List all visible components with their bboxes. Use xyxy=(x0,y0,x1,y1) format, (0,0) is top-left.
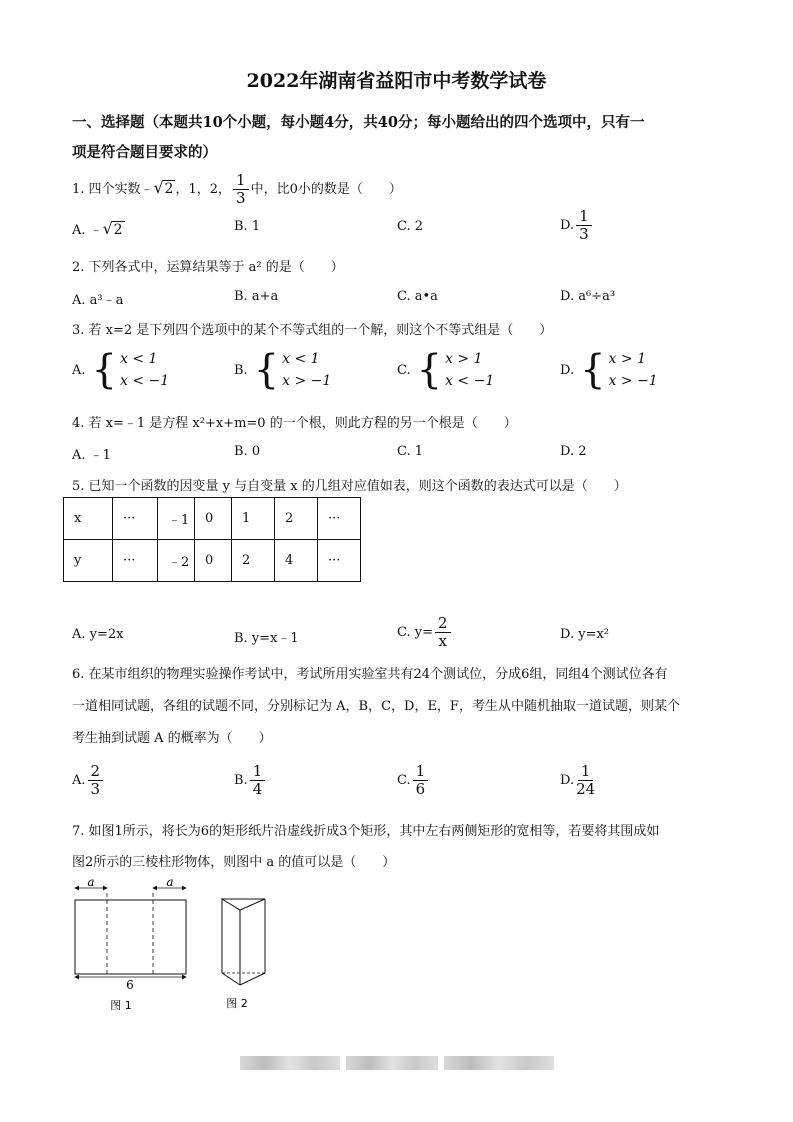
fig2-caption: 图 2 xyxy=(226,997,248,1010)
q2-option-b: B. a+a xyxy=(234,289,279,304)
q3-option-c: C. { x > 1 x < −1 xyxy=(397,347,495,393)
fig1-label-a-right: a xyxy=(166,876,174,889)
question-6-line2: 一道相同试题，各组的试题不同，分别标记为 A，B，C，D，E，F，考生从中随机抽取一道试题，则某个 xyxy=(72,699,680,714)
q4-option-c: C. 1 xyxy=(397,444,424,459)
q5-option-d: D. y=x² xyxy=(560,627,610,642)
sqrt-symbol: √ 2 xyxy=(153,178,174,197)
fig1-length-label: 6 xyxy=(126,978,134,992)
page-title: 2022年湖南省益阳市中考数学试卷 xyxy=(246,70,547,92)
question-4-stem: 4. 若 x=﹣1 是方程 x²+x+m=0 的一个根，则此方程的另一个根是（ ） xyxy=(72,416,517,431)
question-2-stem: 2. 下列各式中，运算结果等于 a² 的是（ ） xyxy=(72,260,344,275)
value-table xyxy=(63,497,361,582)
question-1-stem: 1. 四个实数﹣ √ 2 ，1，2， $\frac{1}{3}$ 中，比0小的数是（ ） xyxy=(72,171,402,207)
fig1-caption: 图 1 xyxy=(110,999,132,1012)
question-6-line3: 考生抽到试题 A 的概率为（ ） xyxy=(72,731,272,746)
q6-option-c: C. $\frac{1}{6}$ xyxy=(397,763,430,798)
table-row: y ··· ﹣2 0 2 4 ··· xyxy=(64,540,361,582)
q4-option-a: A. ﹣1 xyxy=(72,448,111,463)
figure-2-triangular-prism xyxy=(215,890,275,1021)
q4-option-d: D. 2 xyxy=(560,444,587,459)
q5-option-c: C. y= $\frac{2}{x}$ xyxy=(397,615,453,650)
q5-option-b: B. y=x﹣1 xyxy=(234,631,299,646)
table-row: x ··· ﹣1 0 1 2 ··· xyxy=(64,498,361,540)
q6-option-b: B. $\frac{1}{4}$ xyxy=(234,763,267,798)
q3-option-a: A. { x < 1 x < −1 xyxy=(72,347,170,393)
q2-option-a: A. a³﹣a xyxy=(72,293,124,308)
figure-1-folding-rectangle xyxy=(66,876,196,1021)
q1-option-a: A. ﹣ √ 2 xyxy=(72,219,123,238)
q2-option-c: C. a•a xyxy=(397,289,438,304)
q4-option-b: B. 0 xyxy=(234,444,261,459)
q3-option-d: D. { x > 1 x > −1 xyxy=(560,347,658,393)
question-3-stem: 3. 若 x=2 是下列四个选项中的某个不等式组的一个解，则这个不等式组是（ ） xyxy=(72,323,553,338)
question-7-line1: 7. 如图1所示，将长为6的矩形纸片沿虚线折成3个矩形，其中左右两侧矩形的宽相等，若要将其围成如 xyxy=(72,824,660,839)
section-heading-line1: 一、选择题（本题共10个小题，每小题4分，共40分；每小题给出的四个选项中，只有一 xyxy=(72,114,645,131)
q5-option-a: A. y=2x xyxy=(72,627,124,642)
section-heading-line2: 项是符合题目要求的） xyxy=(72,144,217,161)
q6-option-a: A. $\frac{2}{3}$ xyxy=(72,763,105,798)
fig1-label-a-left: a xyxy=(87,876,95,889)
blurred-watermark xyxy=(240,1056,340,1070)
q1-option-c: C. 2 xyxy=(397,219,424,234)
question-5-stem: 5. 已知一个函数的因变量 y 与自变量 x 的几组对应值如表，则这个函数的表达式可以是（ ） xyxy=(72,479,627,494)
blurred-watermark xyxy=(444,1056,554,1070)
q3-option-b: B. { x < 1 x > −1 xyxy=(234,347,332,393)
question-6-line1: 6. 在某市组织的物理实验操作考试中，考试所用实验室共有24个测试位，分成6组，同组4个测试位各有 xyxy=(72,667,668,682)
q1-option-d: D. $\frac{1}{3}$ xyxy=(560,208,594,243)
q6-option-d: D. $\frac{1}{24}$ xyxy=(560,762,596,798)
blurred-watermark xyxy=(346,1056,438,1070)
q1-option-b: B. 1 xyxy=(234,219,261,234)
q2-option-d: D. a⁶÷a³ xyxy=(560,289,616,304)
question-7-line2: 图2所示的三棱柱形物体，则图中 a 的值可以是（ ） xyxy=(72,855,396,870)
fraction: $\frac{1}{3}$ xyxy=(233,172,249,207)
